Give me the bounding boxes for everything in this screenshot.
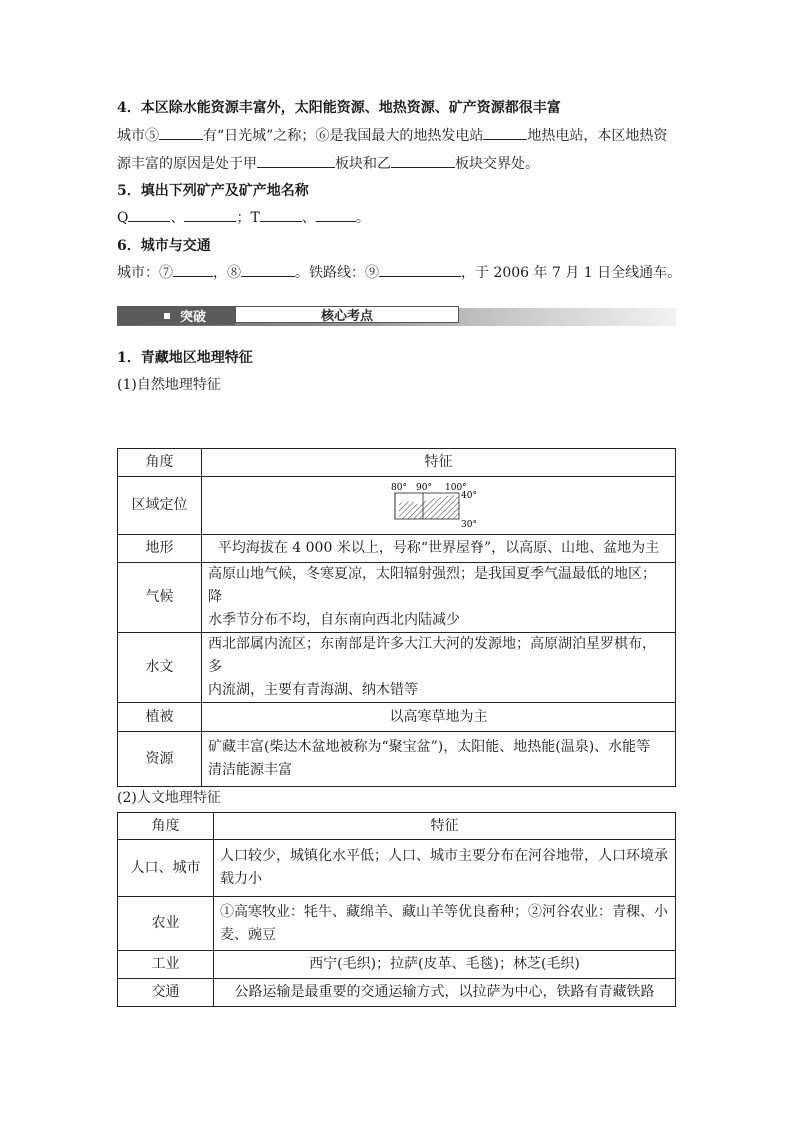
- table2-header-angle: 角度: [118, 813, 214, 840]
- section1-title: 1．青藏地区地理特征: [117, 350, 253, 366]
- table2-key: 交通: [118, 979, 214, 1007]
- q6-heading: 6．城市与交通: [117, 238, 211, 254]
- q4-text: 地热电站，本区地热资: [527, 128, 668, 144]
- table2-value: 西宁(毛织)；拉萨(皮革、毛毯)；林芝(毛织): [214, 951, 676, 979]
- q6-text: 。铁路线：⑨: [295, 265, 379, 281]
- q4-text: 有“日光城”之称；⑥是我国最大的地热发电站: [203, 128, 484, 144]
- table1-key: 资源: [118, 732, 202, 787]
- blank-plate-jia[interactable]: [257, 153, 335, 168]
- blank-plate-yi[interactable]: [391, 153, 455, 168]
- blank-t2[interactable]: [316, 207, 356, 222]
- table1-value: [202, 633, 676, 703]
- q5-text: Q: [117, 210, 129, 226]
- q5-line: [117, 207, 370, 227]
- table2-value: [214, 840, 676, 897]
- table1-header-angle: 角度: [118, 449, 202, 477]
- value-line: 麦、豌豆: [220, 926, 276, 943]
- value-line: 清洁能源丰富: [208, 762, 292, 778]
- value-line: 内流湖，主要有青海湖、纳木错等: [208, 682, 418, 698]
- value-line: 水季节分布不均，自东南向西北内陆减少: [208, 612, 460, 628]
- q5-heading: 5．填出下列矿产及矿产地名称: [117, 183, 309, 199]
- lon-label-80: 80°: [390, 482, 407, 493]
- value-line: 矿藏丰富(柴达木盆地被称为“聚宝盆”)，太阳能、地热能(温泉)、水能等: [208, 739, 651, 755]
- lon-label-100: 100°: [444, 482, 467, 493]
- value-line: 人口较少，城镇化水平低；人口、城市主要分布在河谷地带，人口环境承: [220, 848, 668, 864]
- blank-q1[interactable]: [128, 207, 170, 222]
- lat-label-30: 30°: [460, 519, 477, 530]
- banner-right: 核心考点: [235, 306, 459, 323]
- lon-label-90: 90°: [415, 482, 432, 493]
- table1-key: 水文: [118, 633, 202, 703]
- section1-sub1: (1)自然地理特征: [117, 377, 221, 393]
- blank-t1[interactable]: [260, 207, 302, 222]
- region-shape: [399, 495, 459, 519]
- blank-railway9[interactable]: [379, 262, 461, 277]
- q4-line1: [117, 125, 667, 145]
- table1-key: 植被: [118, 703, 202, 732]
- blank-city7[interactable]: [173, 262, 213, 277]
- q6-text: 城市：⑦: [117, 265, 173, 281]
- q5-text: ；T: [236, 210, 260, 226]
- q4-text: 板块交界处。: [455, 156, 539, 172]
- table2-key: 人口、城市: [118, 840, 214, 897]
- value-line: ①高寒牧业：牦牛、藏绵羊、藏山羊等优良畜种；②河谷农业：青稞、小: [220, 903, 668, 920]
- table1-value: [202, 563, 676, 633]
- section-banner: [117, 305, 676, 326]
- q5-text: 、: [170, 210, 185, 226]
- table1-key: 区域定位: [118, 477, 202, 535]
- q4-heading: 4．本区除水能资源丰富外，太阳能资源、地热资源、矿产资源都很丰富: [117, 100, 561, 116]
- q4-text: 城市⑤: [117, 128, 159, 144]
- q6-text: ，于 2006 年 7 月 1 日全线通车。: [461, 265, 682, 281]
- value-line: 高原山地气候，冬寒夏凉，太阳辐射强烈；是我国夏季气温最低的地区；降: [208, 566, 656, 605]
- blank-q2[interactable]: [184, 207, 236, 222]
- table2-value: [214, 897, 676, 951]
- table1-value: 平均海拔在 4 000 米以上，号称“世界屋脊”，以高原、山地、盆地为主: [202, 535, 676, 563]
- human-features-table: [117, 812, 676, 1007]
- value-line: 西北部属内流区；东南部是许多大江大河的发源地；高原湖泊星罗棋布，多: [208, 636, 656, 675]
- table1-header-feature: 特征: [202, 449, 676, 477]
- table1-value: 以高寒草地为主: [202, 703, 676, 732]
- q4-line2: [117, 153, 539, 173]
- location-map-cell: [202, 477, 676, 535]
- location-grid-map: [389, 481, 489, 531]
- table2-header-feature: 特征: [214, 813, 676, 840]
- q6-text: ，⑧: [213, 265, 241, 281]
- table1-key: 气候: [118, 563, 202, 633]
- banner-left-label: 突破: [180, 310, 207, 325]
- table1-value: [202, 732, 676, 787]
- q4-text: 板块和乙: [335, 156, 391, 172]
- banner-left: [117, 306, 235, 325]
- natural-features-table: [117, 448, 676, 787]
- blank-station6[interactable]: [483, 125, 527, 140]
- q5-text: 、: [301, 210, 316, 226]
- table2-value: 公路运输是最重要的交通运输方式，以拉萨为中心，铁路有青藏铁路: [214, 979, 676, 1007]
- table2-key: 工业: [118, 951, 214, 979]
- q4-text: 源丰富的原因是处于甲: [117, 156, 257, 172]
- blank-city8[interactable]: [241, 262, 295, 277]
- q5-text: 。: [355, 210, 370, 226]
- table2-key: 农业: [118, 897, 214, 951]
- blank-city5[interactable]: [159, 125, 203, 140]
- square-icon: [164, 313, 170, 319]
- section1-sub2: (2)人文地理特征: [117, 790, 221, 806]
- lat-label-40: 40°: [460, 490, 477, 501]
- value-line: 载力小: [220, 871, 262, 887]
- table1-key: 地形: [118, 535, 202, 563]
- q6-line: [117, 262, 681, 282]
